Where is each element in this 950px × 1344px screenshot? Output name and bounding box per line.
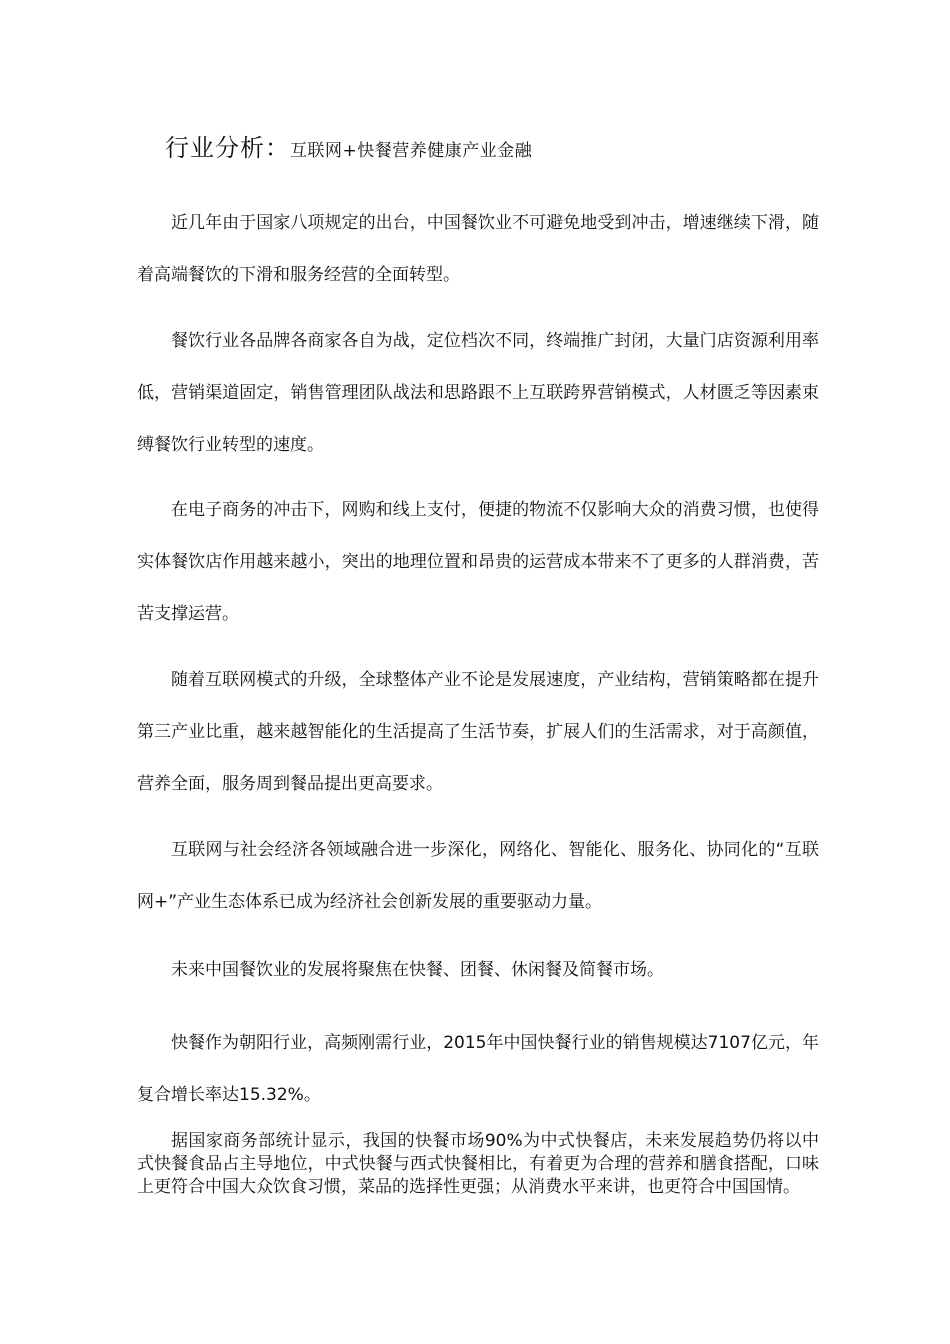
paragraph-industry-decline: 近几年由于国家八项规定的出台，中国餐饮业不可避免地受到冲击，增速继续下滑，随着高端餐饮的下滑和服务经营的全面转型。 xyxy=(137,213,819,285)
paragraph-internet-upgrade: 随着互联网模式的升级，全球整体产业不论是发展速度，产业结构，营销策略都在提升第三产业比重，越来越智能化的生活提高了生活节奏，扩展人们的生活需求，对于高颜值，营养全面，服务周到餐品提出更高要求。 xyxy=(137,670,819,794)
paragraph-ecommerce-impact: 在电子商务的冲击下，网购和线上支付，便捷的物流不仅影响大众的消费习惯，也使得实体餐饮店作用越来越小，突出的地理位置和昂贵的运营成本带来不了更多的人群消费，苦苦支撑运营。 xyxy=(137,500,819,624)
section-heading xyxy=(165,128,532,163)
paragraph-fast-food-scale: 快餐作为朝阳行业，高频刚需行业，2015年中国快餐行业的销售规模达7107亿元，年复合增长率达15.32%。 xyxy=(137,1033,819,1105)
heading-title: 行业分析： xyxy=(165,134,290,162)
paragraph-chinese-fast-food: 据国家商务部统计显示，我国的快餐市场90%为中式快餐店，未来发展趋势仍将以中式快餐食品占主导地位，中式快餐与西式快餐相比，有着更为合理的营养和膳食搭配，口味上更符合中国大众饮食习惯，菜品的选择性更强；从消费水平来讲，也更符合中国国情。 xyxy=(137,1131,819,1197)
paragraph-brand-fragmentation: 餐饮行业各品牌各商家各自为战，定位档次不同，终端推广封闭，大量门店资源利用率低，营销渠道固定，销售管理团队战法和思路跟不上互联跨界营销模式，人材匮乏等因素束缚餐饮行业转型的速度。 xyxy=(137,331,819,455)
heading-subtitle: 互联网+快餐营养健康产业金融 xyxy=(290,141,533,161)
paragraph-internet-plus: 互联网与社会经济各领域融合进一步深化，网络化、智能化、服务化、协同化的“互联网+”产业生态体系已成为经济社会创新发展的重要驱动力量。 xyxy=(137,840,819,912)
paragraph-future-focus: 未来中国餐饮业的发展将聚焦在快餐、团餐、休闲餐及简餐市场。 xyxy=(171,960,664,980)
